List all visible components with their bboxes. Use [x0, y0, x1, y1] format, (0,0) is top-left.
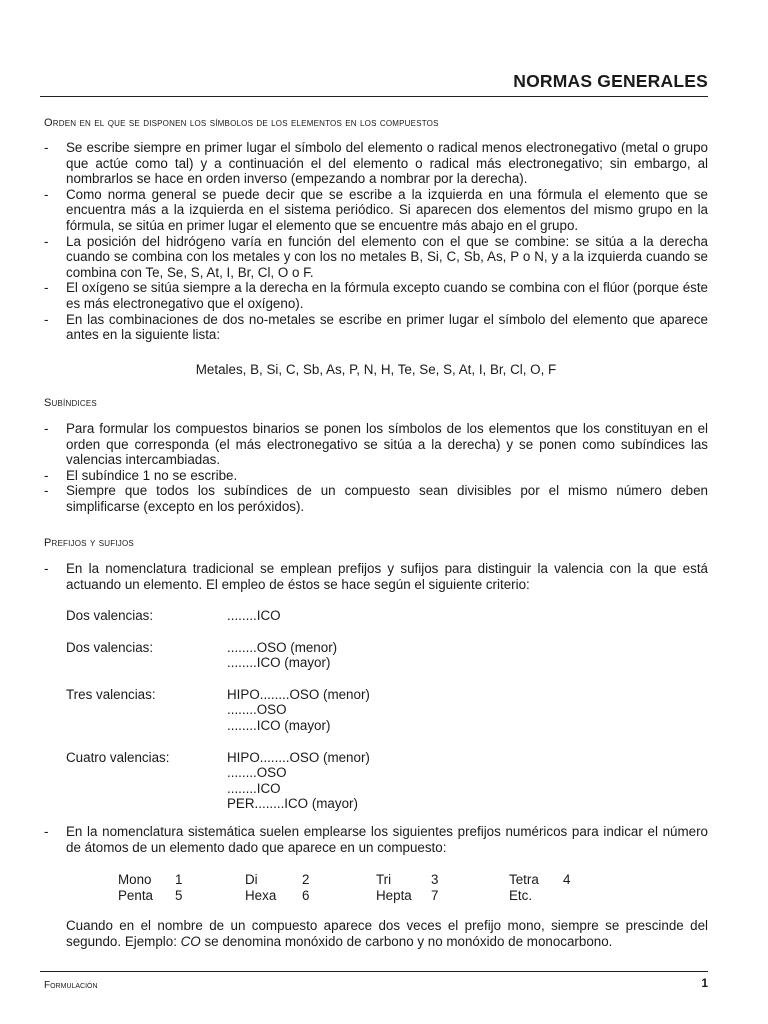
prefix-name: Hepta: [376, 888, 412, 904]
footer-label: Formulación: [44, 980, 98, 991]
table-row: [66, 796, 486, 812]
prefix-number: 3: [431, 872, 439, 888]
bullet-text: En las combinaciones de dos no-metales se escribe en primer lugar el símbolo del elemento que aparece antes en la siguiente lista:: [66, 311, 708, 343]
prefix-name: Tetra: [509, 872, 539, 888]
valencia-form: ........ICO (mayor): [227, 655, 331, 671]
valencia-label: Dos valencias:: [66, 608, 154, 623]
list-item: - En las combinaciones de dos no-metales se escribe en primer lugar el símbolo del elemento que aparece antes en la siguiente lista:: [44, 311, 708, 343]
prefix-name: Di: [245, 872, 258, 888]
prefix-number: 4: [563, 872, 571, 888]
formula-example: CO: [180, 933, 201, 949]
prefix-number: [563, 888, 583, 904]
prefijos-bullet-list: [44, 561, 708, 592]
list-item: - El oxígeno se sitúa siempre a la derecha en la fórmula excepto cuando se combina con el flúor (porque éste es más electronegativo que el oxígeno).: [44, 280, 708, 311]
valencia-form: ........ICO: [227, 608, 281, 623]
list-item: - La posición del hidrógeno varía en función del elemento con el que se combine: se sitúa a la derecha cuando se combina con los metales y con los no metales B, Si, C, Sb, As, P o N, y a la izquierda cuando se combina con Te, Se, S, At, I, Br, Cl, O o F.: [44, 233, 708, 280]
prefix-number: 1: [175, 872, 183, 888]
note-text: Cuando en el nombre de un compuesto aparece dos veces el prefijo mono, siempre se prescinde del segundo. Ejemplo:: [66, 918, 708, 949]
header-rule: [40, 96, 708, 97]
valencia-form: HIPO........OSO (menor): [227, 686, 370, 702]
valencia-form: ........OSO (menor): [227, 639, 338, 655]
table-row: [66, 765, 486, 781]
valencia-form: ........ICO: [227, 780, 281, 796]
table-row: [118, 872, 583, 888]
list-item: - Para formular los compuestos binarios se ponen los símbolos de los elementos que los constituyan en el orden que corresponda (el más electronegativo se sitúa a la derecha) y se ponen como subíndices las valencias intercambiadas.: [44, 421, 708, 468]
table-row: [66, 608, 486, 624]
element-order-list: Metales, B, Si, C, Sb, As, P, N, H, Te, Se, S, At, I, Br, Cl, O, F: [195, 362, 557, 377]
valencias-table: [66, 608, 486, 812]
table-row: [66, 640, 486, 656]
section-heading-orden: Orden en el que se disponen los símbolos de los elementos en los compuestos: [44, 117, 439, 129]
subindices-bullet-list: [44, 421, 708, 515]
section-heading-subindices: Subíndices: [44, 397, 97, 409]
prefix-number: 5: [175, 888, 183, 904]
bullet-text: El oxígeno se sitúa siempre a la derecha en la fórmula excepto cuando se combina con el flúor (porque éste es más electronegativo que el oxígeno).: [66, 280, 708, 311]
prefix-name: Mono: [118, 872, 152, 888]
bullet-text: La posición del hidrógeno varía en función del elemento con el que se combine: se sitúa a la derecha cuando se combina con los metales y con los no metales B, Si, C, Sb, As, P o N, y a la izquierda cuando se combina con Te, Se, S, At, I, Br, Cl, O o F.: [66, 233, 708, 280]
table-row: [66, 750, 486, 766]
valencia-form: PER........ICO (mayor): [227, 796, 358, 812]
table-row: [118, 888, 583, 904]
bullet-text: En la nomenclatura sistemática suelen emplearse los siguientes prefijos numéricos para indicar el número de átomos de un elemento dado que aparece en un compuesto:: [66, 824, 708, 855]
footer-rule: [40, 971, 708, 972]
bullet-text: Se escribe siempre en primer lugar el símbolo del elemento o radical menos electronegativo (metal o grupo que actúe como tal) y a continuación el del elemento o radical más electronegativo; sin embargo, al nombrarlos se hace en orden inverso (empezando a nombrar por la derecha).: [66, 140, 708, 187]
prefix-table: [118, 872, 583, 904]
list-item: - En la nomenclatura tradicional se emplean prefijos y sufijos para distinguir la valencia con la que está actuando un elemento. El empleo de éstos se hace según el siguiente criterio:: [44, 561, 708, 592]
bullet-text: En la nomenclatura tradicional se emplean prefijos y sufijos para distinguir la valencia con la que está actuando un elemento. El empleo de éstos se hace según el siguiente criterio:: [66, 561, 708, 592]
list-item: - Se escribe siempre en primer lugar el símbolo del elemento o radical menos electronegativo (metal o grupo que actúe como tal) y a continuación el del elemento o radical más electronegativo; sin embargo, al nombrarlos se hace en orden inverso (empezando a nombrar por la derecha).: [44, 140, 708, 187]
note-text: se denomina monóxido de carbono y no monóxido de monocarbono.: [200, 933, 613, 949]
valencia-form: ........OSO: [227, 702, 287, 718]
prefix-name: Etc.: [509, 888, 533, 904]
bullet-text: Para formular los compuestos binarios se ponen los símbolos de los elementos que los constituyan en el orden que corresponda (el más electronegativo se sitúa a la derecha) y se ponen como subíndices las valencias intercambiadas.: [66, 421, 708, 468]
prefix-number: 2: [302, 872, 310, 888]
table-row: [66, 781, 486, 797]
prefix-number: 6: [302, 888, 310, 904]
bullet-text: Como norma general se puede decir que se escribe a la izquierda en una fórmula el elemento que se encuentra más a la izquierda en el sistema periódico. Si aparecen dos elementos del mismo grupo en la fórmula, se sitúa en primer lugar el elemento que se encuentre más abajo en el grupo.: [66, 186, 708, 233]
bullet-text: Siempre que todos los subíndices de un compuesto sean divisibles por el mismo número deben simplificarse (excepto en los peróxidos).: [66, 483, 708, 514]
prefix-name: Hexa: [245, 888, 277, 904]
valencia-form: HIPO........OSO (menor): [227, 749, 370, 765]
list-item: - El subíndice 1 no se escribe.: [44, 467, 238, 483]
table-row: [66, 655, 486, 671]
prefix-name: Tri: [376, 872, 392, 888]
section-heading-prefijos: Prefijos y sufijos: [44, 537, 134, 549]
list-item: - En la nomenclatura sistemática suelen emplearse los siguientes prefijos numéricos para indicar el número de átomos de un elemento dado que aparece en un compuesto:: [44, 824, 708, 855]
valencia-label: Tres valencias:: [66, 686, 156, 702]
table-row: [66, 687, 486, 703]
page-number: 1: [701, 976, 708, 990]
list-item: - Como norma general se puede decir que se escribe a la izquierda en una fórmula el elemento que se encuentra más a la izquierda en el sistema periódico. Si aparecen dos elementos del mismo grupo en la fórmula, se sitúa en primer lugar el elemento que se encuentre más abajo en el grupo.: [44, 186, 708, 233]
valencia-label: Dos valencias:: [66, 639, 154, 655]
list-item: - Siempre que todos los subíndices de un compuesto sean divisibles por el mismo número deben simplificarse (excepto en los peróxidos).: [44, 483, 708, 514]
valencia-form: ........ICO (mayor): [227, 717, 331, 733]
prefix-number: 7: [431, 888, 439, 904]
prefix-name: Penta: [118, 888, 153, 904]
table-row: [66, 718, 486, 734]
mono-prefix-note: [66, 918, 708, 949]
valencia-label: Cuatro valencias:: [66, 749, 170, 765]
page-title: NORMAS GENERALES: [513, 71, 708, 91]
bullet-text: El subíndice 1 no se escribe.: [66, 467, 238, 483]
sistematica-bullet-list: [44, 824, 708, 855]
table-row: [66, 702, 486, 718]
orden-bullet-list: [44, 140, 708, 343]
valencia-form: ........OSO: [227, 765, 287, 781]
